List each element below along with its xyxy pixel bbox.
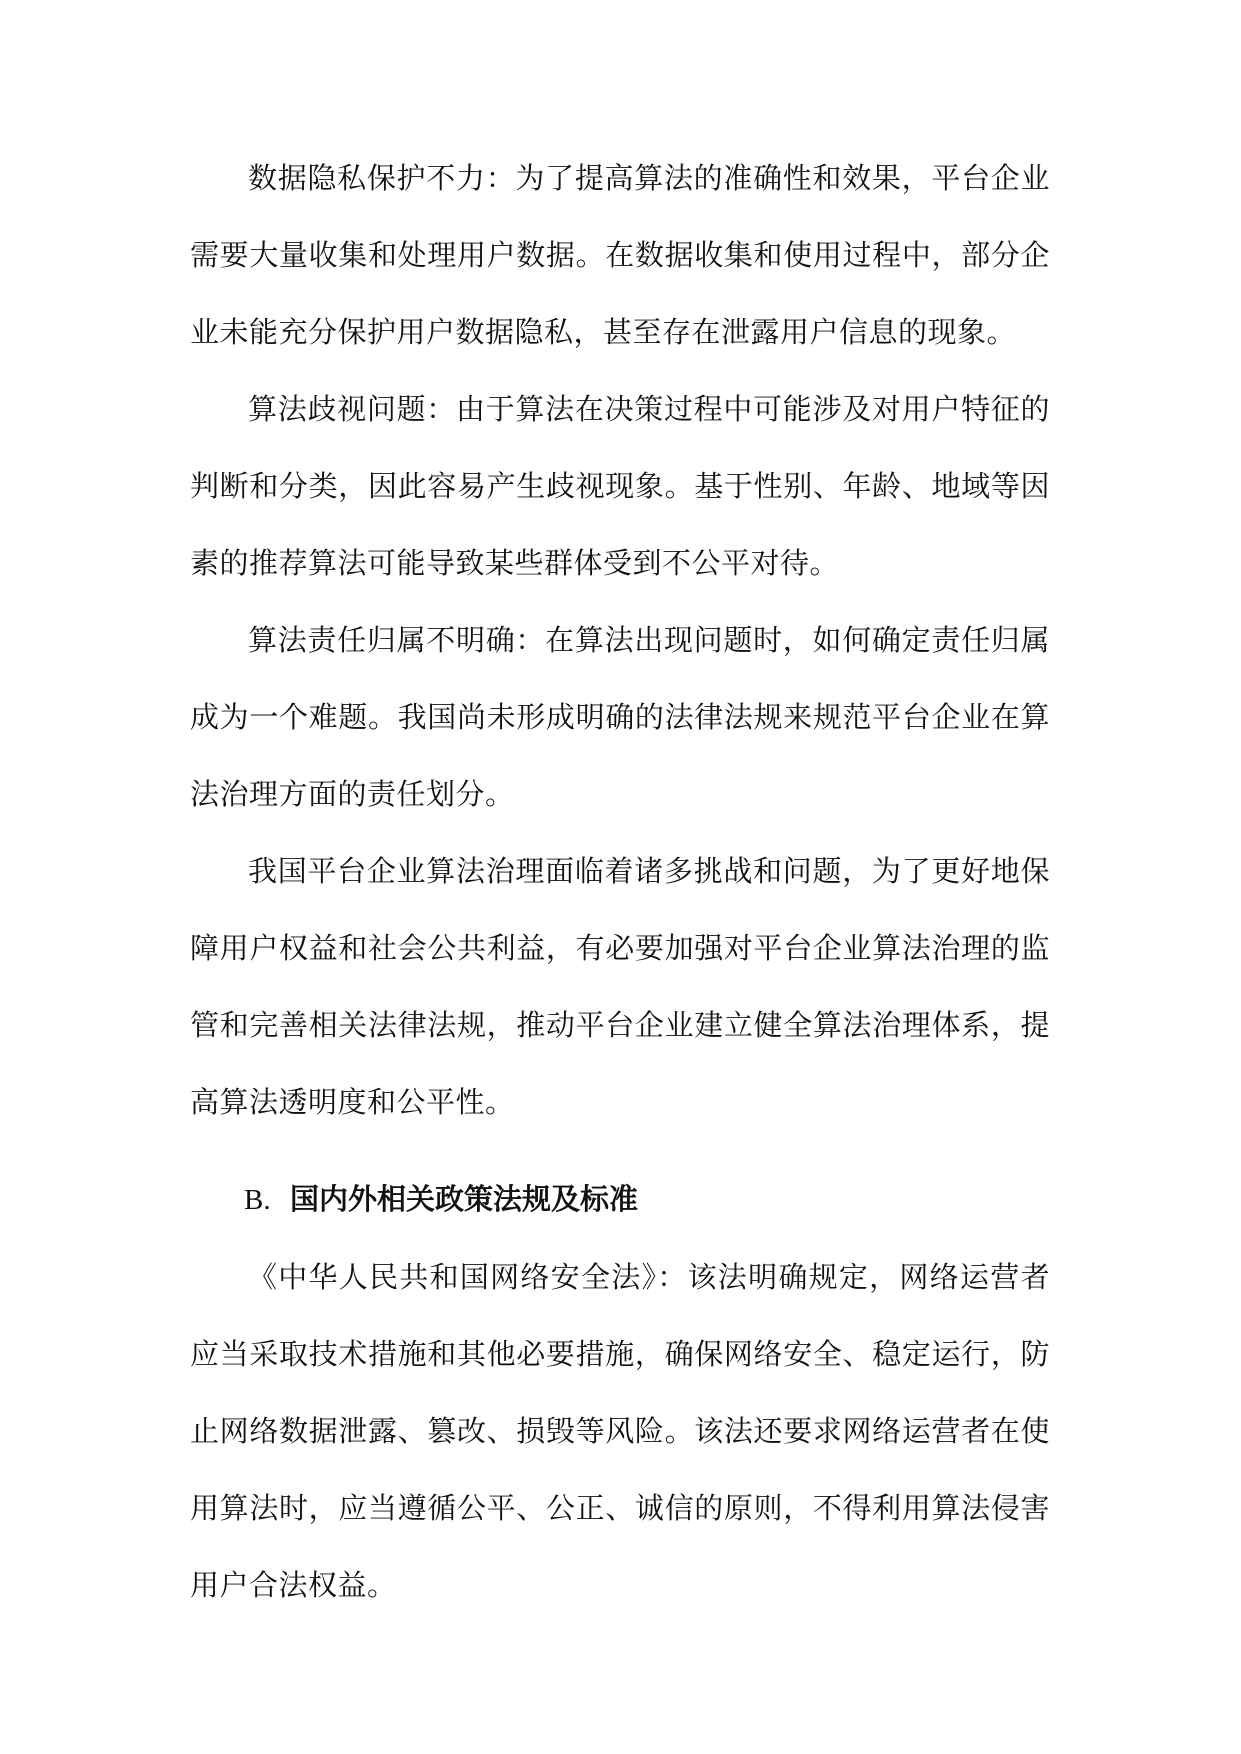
section-title: 国内外相关政策法规及标准 [290,1182,639,1216]
paragraph-cybersecurity-law: 《中华人民共和国网络安全法》：该法明确规定，网络运营者应当采取技术措施和其他必要措施，确保网络安全、稳定运行，防止网络数据泄露、篡改、损毁等风险。该法还要求网络运营者在使用算法时，应当遵循公平、公正、诚信的原则，不得利用算法侵害用户合法权益。 [190,1260,1050,1602]
section-number: B. [244,1184,271,1216]
section-heading [190,1161,1050,1239]
paragraph-algorithm-responsibility: 算法责任归属不明确：在算法出现问题时，如何确定责任归属成为一个难题。我国尚未形成明确的法律法规来规范平台企业在算法治理方面的责任划分。 [190,623,1050,811]
paragraph-algorithm-discrimination: 算法歧视问题：由于算法在决策过程中可能涉及对用户特征的判断和分类，因此容易产生歧视现象。基于性别、年龄、地域等因素的推荐算法可能导致某些群体受到不公平对待。 [190,392,1050,580]
paragraph-governance-summary: 我国平台企业算法治理面临着诸多挑战和问题，为了更好地保障用户权益和社会公共利益，有必要加强对平台企业算法治理的监管和完善相关法律法规，推动平台企业建立健全算法治理体系，提高算法透明度和公平性。 [190,854,1050,1119]
document-body [190,140,1050,1624]
paragraph-data-privacy: 数据隐私保护不力：为了提高算法的准确性和效果，平台企业需要大量收集和处理用户数据。在数据收集和使用过程中，部分企业未能充分保护用户数据隐私，甚至存在泄露用户信息的现象。 [190,161,1050,349]
